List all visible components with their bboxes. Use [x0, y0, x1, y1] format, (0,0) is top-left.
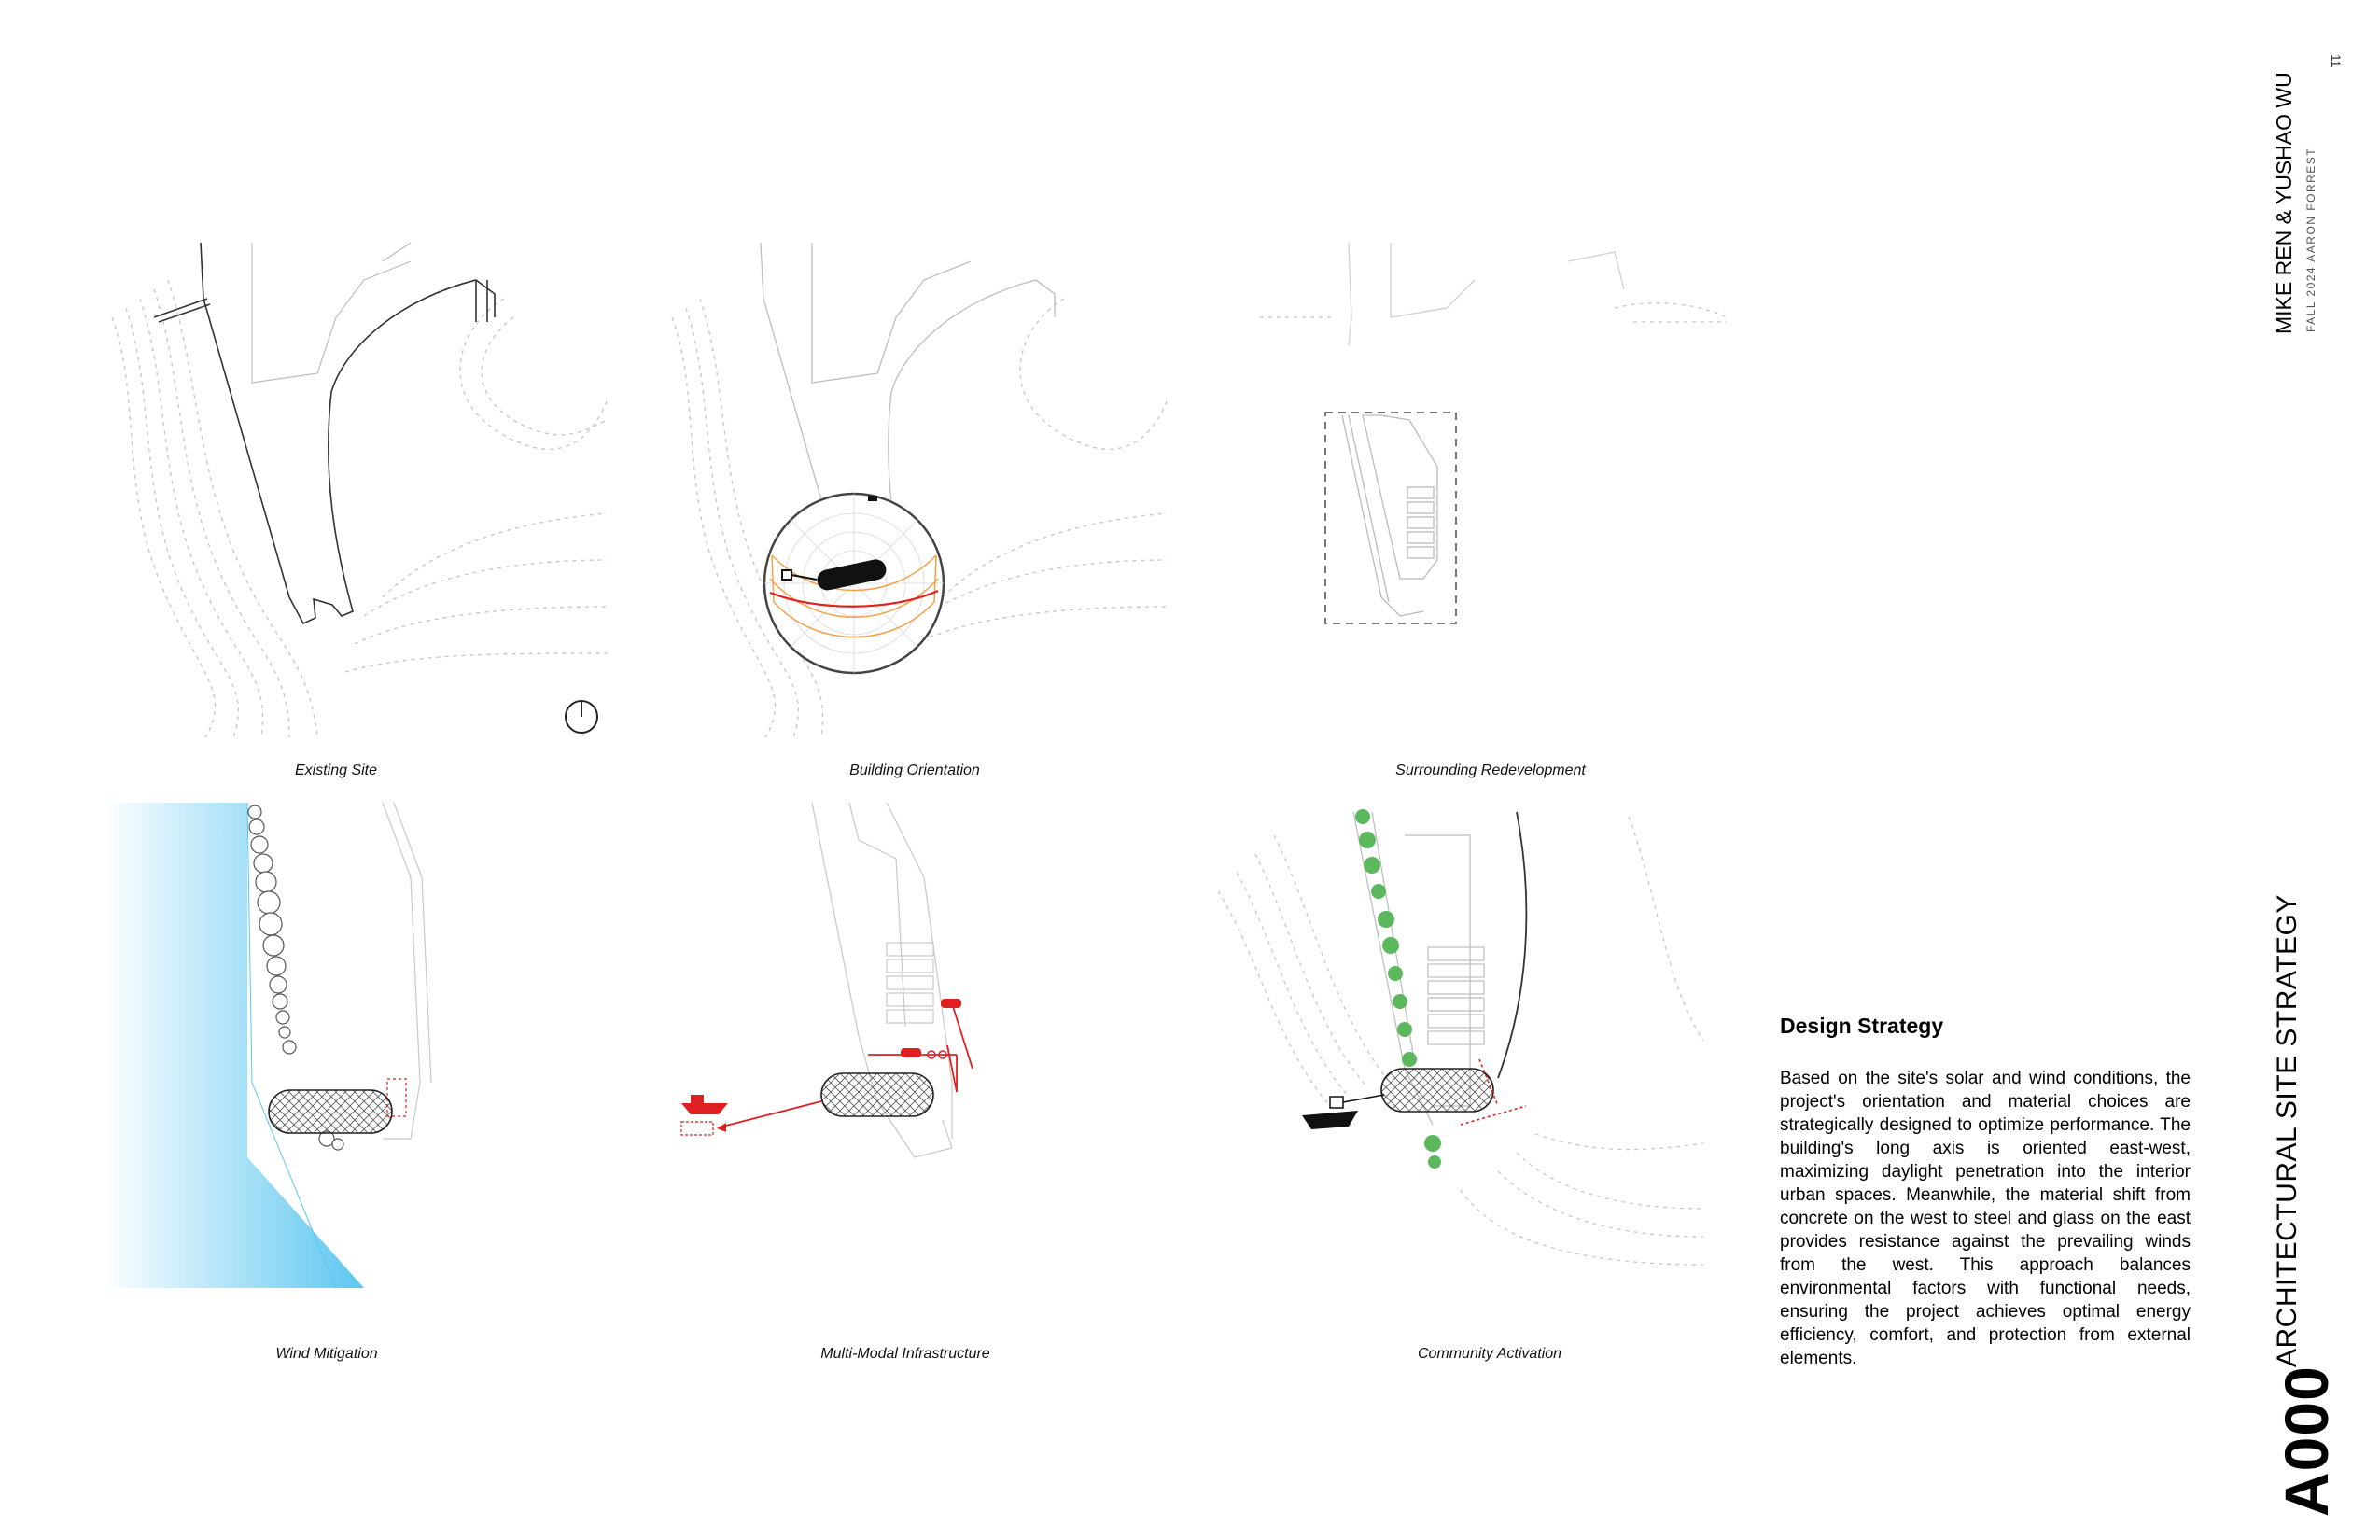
existing-site-diagram — [103, 243, 607, 737]
sheet-title: ARCHITECTURAL SITE STRATEGY — [2272, 894, 2303, 1367]
car-icon — [901, 999, 961, 1057]
boat-icon — [681, 1095, 728, 1114]
wind-mitigation-diagram — [103, 803, 495, 1288]
sheet-code: A000 — [2272, 1365, 2341, 1517]
surrounding-redevelopment-diagram — [1260, 243, 1727, 635]
design-strategy-heading: Design Strategy — [1780, 1014, 1944, 1038]
caption-building-orientation: Building Orientation — [849, 763, 980, 778]
course-info: FALL 2024 AARON FORREST — [2304, 147, 2317, 332]
page-number: 11 — [2329, 54, 2344, 68]
caption-wind-mitigation: Wind Mitigation — [275, 1346, 378, 1362]
caption-community-activation: Community Activation — [1417, 1346, 1562, 1362]
north-arrow-icon — [563, 698, 600, 735]
sun-path-icon — [761, 490, 947, 677]
authors: MIKE REN & YUSHAO WU — [2272, 72, 2296, 334]
caption-surrounding-redevelopment: Surrounding Redevelopment — [1395, 763, 1586, 778]
multi-modal-infrastructure-diagram — [672, 803, 1027, 1176]
design-strategy-body: Based on the site's solar and wind conditions, the project's orientation and material choices are strategically designed to optimize performance. The building's long axis is oriented east-west, maximizing daylight penetration into the interior urban spaces. Meanwhile, the material shift from concrete on the west to steel and glass on the east provides resistance against the prevailing winds from the west. This approach balances environmental factors with functional needs, ensuring the project achieves optimal energy efficiency, comfort, and protection from external elements. — [1780, 1069, 2191, 1368]
boat-icon — [1302, 1095, 1384, 1129]
building-orientation-diagram — [663, 243, 1167, 737]
caption-multi-modal-infrastructure: Multi-Modal Infrastructure — [820, 1346, 990, 1362]
community-activation-diagram — [1218, 798, 1703, 1283]
caption-existing-site: Existing Site — [294, 763, 378, 778]
